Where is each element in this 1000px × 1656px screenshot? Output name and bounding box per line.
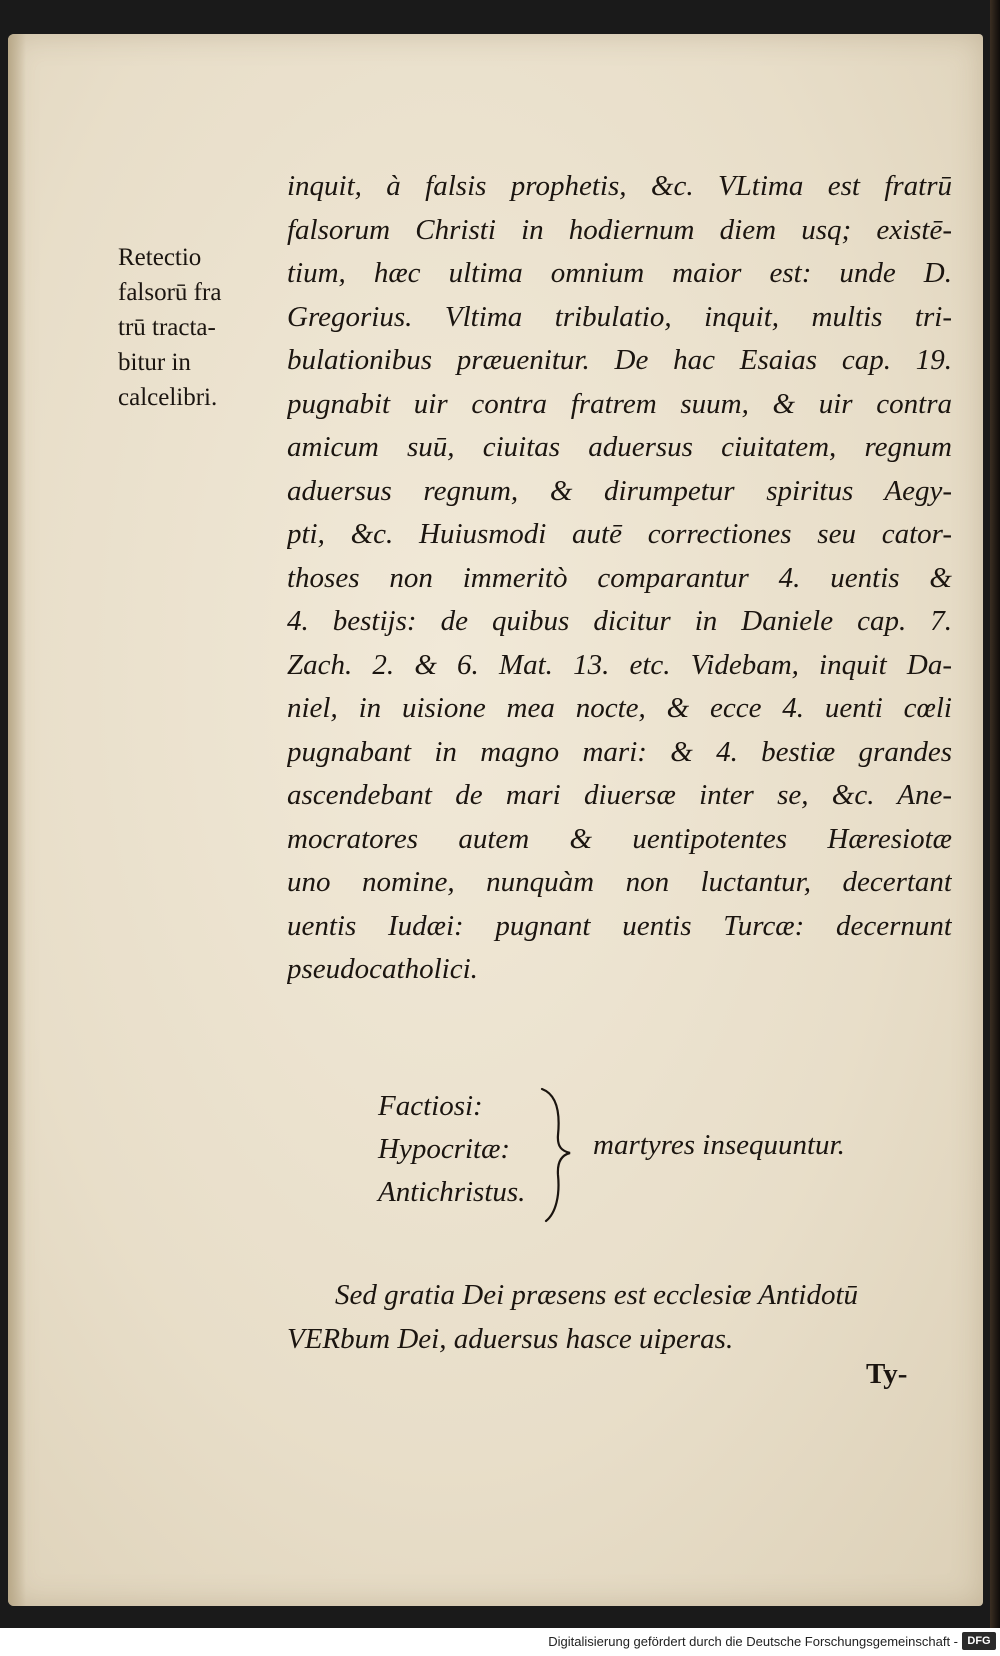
marginal-note-line: falsorū fra	[118, 279, 222, 306]
text-line: Zach. 2. & 6. Mat. 13. etc. Videbam, inquit Da-	[287, 648, 952, 681]
marginal-note-line: bitur in	[118, 349, 191, 376]
text-line: mocratores autem & uentipotentes Hæresiotæ	[287, 822, 952, 855]
text-line: amicum suū, ciuitas aduersus ciuitatem, regnum	[287, 431, 952, 463]
text-line: pugnabant in magno mari: & 4. bestiæ grandes	[287, 735, 952, 768]
brace-name: Hypocritæ:	[378, 1133, 511, 1165]
text-line: uno nomine, nunquàm non luctantur, decertant	[287, 866, 952, 898]
closing-sentence	[287, 1273, 952, 1361]
brace-name: Antichristus.	[378, 1176, 526, 1208]
dfg-logo: DFG	[962, 1632, 996, 1650]
text-line: Gregorius. Vltima tribulatio, inquit, multis tri-	[287, 300, 952, 333]
text-line: pti, &c. Huiusmodi autē correctiones seu cator-	[287, 518, 952, 550]
text-line: falsorum Christi in hodiernum diem usq; existē-	[287, 213, 952, 246]
book-edge	[990, 0, 1000, 1656]
text-line: ascendebant de mari diuersæ inter se, &c. Ane-	[287, 779, 952, 811]
footer-credit: Digitalisierung gefördert durch die Deutsche Forschungsgemeinschaft -	[548, 1634, 958, 1649]
text-line: pseudocatholici.	[287, 953, 478, 985]
page-gutter	[8, 34, 26, 1606]
brace-list	[378, 1085, 978, 1225]
marginal-note-line: trū tracta-	[118, 314, 216, 341]
text-line: niel, in uisione mea nocte, & ecce 4. uenti cœli	[287, 692, 952, 724]
text-line: inquit, à falsis prophetis, &c. VLtima est fratrū	[287, 170, 952, 202]
text-line: pugnabit uir contra fratrem suum, & uir contra	[287, 387, 952, 420]
catchword: Ty-	[866, 1358, 908, 1390]
marginal-note-line: Retectio	[118, 244, 202, 271]
closing-line: VERbum Dei, aduersus hasce uiperas.	[287, 1323, 734, 1355]
right-brace-icon	[538, 1085, 578, 1225]
marginal-note-line: calcelibri.	[118, 384, 218, 411]
main-text-block	[287, 165, 952, 992]
marginal-note	[118, 240, 278, 415]
text-line: aduersus regnum, & dirumpetur spiritus Aegy-	[287, 474, 952, 507]
brace-name: Factiosi:	[378, 1090, 483, 1122]
text-line: 4. bestijs: de quibus dicitur in Daniele cap. 7.	[287, 605, 952, 637]
text-line: tium, hæc ultima omnium maior est: unde D.	[287, 257, 952, 289]
text-line: thoses non immeritò comparantur 4. uentis &	[287, 561, 952, 594]
text-line: uentis Iudæi: pugnant uentis Turcæ: decernunt	[287, 909, 952, 942]
closing-line: Sed gratia Dei præsens est ecclesiæ Antidotū	[335, 1279, 859, 1311]
digitization-footer	[0, 1628, 1000, 1656]
brace-names	[378, 1085, 525, 1214]
brace-result: martyres insequuntur.	[593, 1129, 845, 1161]
text-line: bulationibus præuenitur. De hac Esaias cap. 19.	[287, 344, 952, 376]
